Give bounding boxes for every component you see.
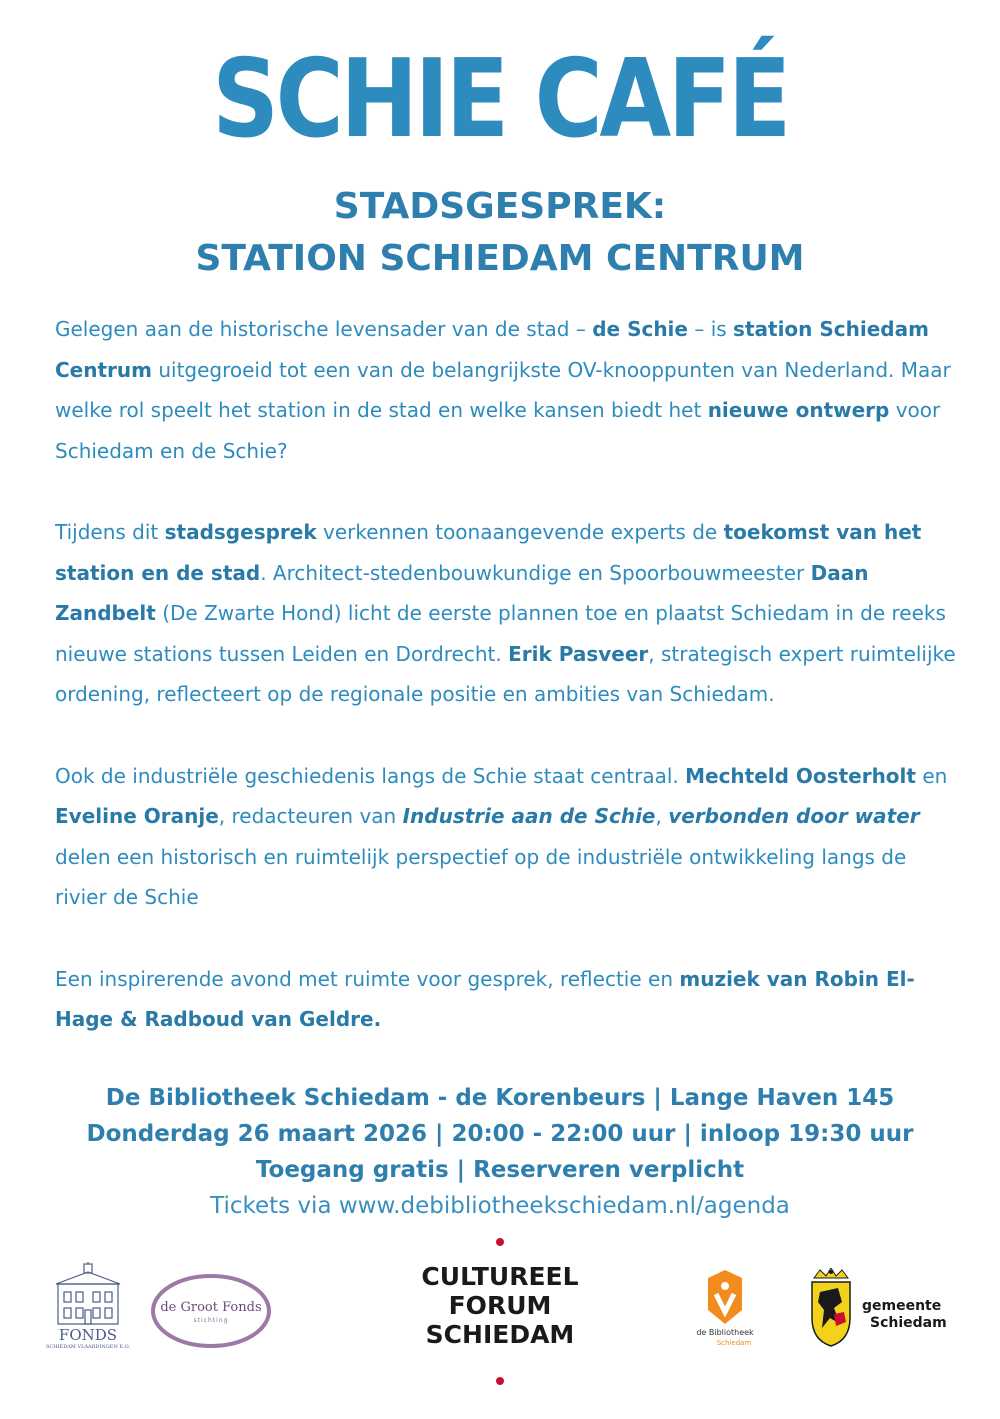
- text-run: verkennen toonaangevende experts de: [316, 519, 724, 544]
- highlight-run: Daan Zandbelt: [55, 560, 869, 626]
- groot-fonds-logo: [150, 1272, 272, 1350]
- fonds-subtitle: SCHIEDAM VLAARDINGEN E.O.: [45, 1344, 131, 1350]
- admission-line: Toegang gratis | Reserveren verplicht: [255, 1157, 745, 1183]
- fonds-logo: [45, 1262, 131, 1352]
- highlight-run: station Schiedam Centrum: [55, 317, 929, 382]
- poster-subtitle-line1: STADSGESPREK:: [333, 186, 667, 227]
- highlight-run: Mechteld Oosterholt: [685, 763, 916, 788]
- cultureel-forum-line2: FORUM: [448, 1291, 552, 1320]
- text-run: Een inspirerende avond met ruimte voor gesprek, reflectie en: [55, 966, 680, 991]
- highlight-run: verbonden door water: [668, 804, 920, 829]
- text-run: delen een historisch en ruimtelijk perspectief op de industriële ontwikkeling langs de rivier de Schie: [55, 844, 907, 910]
- highlight-run: stadsgesprek: [164, 519, 317, 544]
- text-run: , redacteuren van: [218, 804, 403, 829]
- body-text: [55, 309, 960, 1080]
- poster-subtitle-line2: STATION SCHIEDAM CENTRUM: [195, 238, 805, 279]
- highlight-run: nieuwe ontwerp: [707, 398, 890, 423]
- tickets-link[interactable]: Tickets via www.debibliotheekschiedam.nl/agenda: [210, 1193, 790, 1219]
- bibliotheek-icon: [680, 1268, 770, 1328]
- gemeente-label: gemeente: [862, 1298, 942, 1314]
- highlight-run: muziek van Robin El-Hage & Radboud van Geldre.: [55, 966, 915, 1032]
- text-run: ,: [655, 804, 669, 829]
- red-dot-top: [496, 1238, 504, 1246]
- text-run: Ook de industriële geschiedenis langs de Schie staat centraal.: [55, 763, 686, 788]
- cultureel-forum-line1: CULTUREEL: [421, 1262, 579, 1291]
- paragraph-music: [55, 959, 960, 1040]
- poster-title: SCHIE CAFÉ: [212, 37, 788, 162]
- bibliotheek-city: Schiedam: [716, 1339, 752, 1347]
- gemeente-logo: [808, 1268, 958, 1352]
- groot-fonds-name: de Groot Fonds: [160, 1300, 262, 1315]
- cultureel-forum-logo: [400, 1262, 600, 1349]
- paragraph-intro: [55, 309, 960, 471]
- bibliotheek-name: de Bibliotheek: [696, 1328, 754, 1337]
- coat-of-arms-icon: [808, 1268, 854, 1352]
- paragraph-speakers: [55, 512, 960, 715]
- bibliotheek-logo: [680, 1268, 770, 1352]
- highlight-run: de Schie: [592, 317, 688, 341]
- text-run: – is: [687, 317, 734, 341]
- text-run: . Architect-stedenbouwkundige en Spoorbouwmeester: [260, 560, 811, 585]
- highlight-run: Eveline Oranje: [55, 804, 219, 829]
- text-run: (De Zwarte Hond) licht de eerste plannen toe en plaatst Schiedam in de reeks nieuwe stations tussen Leiden en Dordrecht.: [55, 601, 946, 666]
- highlight-run: toekomst van het station en de stad: [55, 519, 922, 585]
- text-run: , strategisch expert ruimtelijke ordening, reflecteert op de regionale positie en ambities van Schiedam.: [55, 641, 956, 707]
- text-run: en: [915, 763, 948, 788]
- red-dot-bottom: [496, 1377, 504, 1385]
- text-run: voor Schiedam en de Schie?: [55, 398, 941, 463]
- highlight-run: Erik Pasveer: [508, 641, 649, 666]
- gemeente-city: Schiedam: [870, 1315, 947, 1331]
- highlight-run: Industrie aan de Schie: [402, 804, 656, 829]
- venue-line: De Bibliotheek Schiedam - de Korenbeurs | Lange Haven 145: [105, 1085, 895, 1111]
- cultureel-forum-line3: SCHIEDAM: [425, 1320, 575, 1349]
- text-run: uitgegroeid tot een van de belangrijkste OV-knooppunten van Nederland. Maar welke rol speelt het station in de stad en welke kansen biedt het: [55, 357, 951, 423]
- event-info: [0, 1080, 1000, 1224]
- text-run: Tijdens dit: [55, 519, 165, 544]
- paragraph-history: [55, 756, 960, 918]
- groot-fonds-subtitle: stichting: [193, 1317, 229, 1324]
- date-time-line: Donderdag 26 maart 2026 | 20:00 - 22:00 uur | inloop 19:30 uur: [86, 1121, 914, 1147]
- text-run: Gelegen aan de historische levensader van de stad –: [55, 317, 593, 341]
- fonds-name: FONDS: [58, 1326, 118, 1344]
